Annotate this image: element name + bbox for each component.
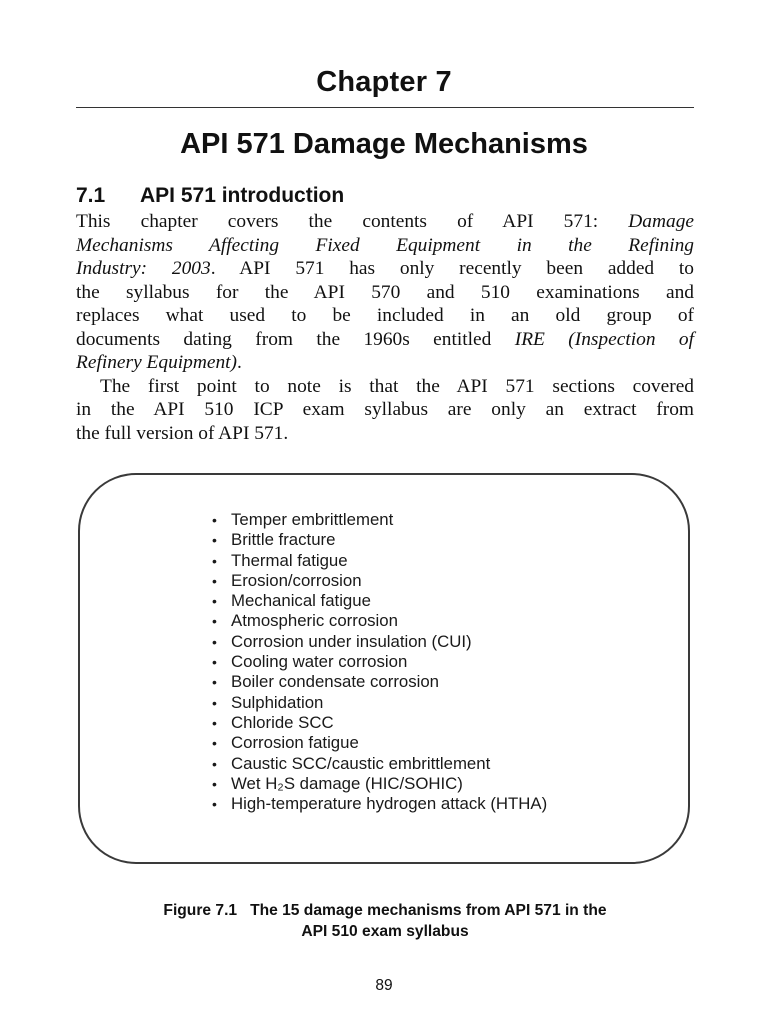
text-line: in the API 510 ICP exam syllabus are only an extract from [76, 399, 694, 420]
figure-caption-line-1: Figure 7.1 The 15 damage mechanisms from API 571 in the [163, 902, 607, 919]
bullet-icon: • [212, 755, 217, 772]
text-line: This chapter covers the contents of API 571: Damage [76, 211, 694, 232]
paragraph-2 [76, 375, 694, 446]
damage-mechanism-label: Thermal fatigue [231, 550, 348, 570]
text-line: Industry: 2003. API 571 has only recently been added to [76, 258, 695, 279]
text-line: the syllabus for the API 570 and 510 examinations and [76, 281, 694, 303]
bullet-icon: • [212, 613, 217, 630]
damage-mechanism-item [212, 733, 547, 753]
text-line: the full version of API 571. [76, 422, 289, 444]
damage-mechanism-label: Corrosion fatigue [231, 733, 359, 753]
chapter-label: Chapter 7 [316, 66, 452, 98]
bullet-icon: • [212, 714, 217, 731]
damage-mechanism-item [212, 652, 547, 672]
damage-mechanism-item [212, 794, 547, 814]
figure-caption-line-2: API 510 exam syllabus [301, 923, 469, 940]
body-text [76, 210, 694, 445]
section-title: API 571 introduction [140, 184, 345, 207]
damage-mechanism-label: Mechanical fatigue [231, 591, 371, 611]
bullet-icon: • [212, 532, 217, 549]
text-line: documents dating from the 1960s entitled IRE (Inspection of [76, 328, 694, 350]
damage-mechanism-list [212, 510, 547, 814]
damage-mechanism-label: Erosion/corrosion [231, 570, 362, 590]
figure-caption [76, 900, 694, 942]
bullet-icon: • [212, 775, 217, 792]
bullet-icon: • [212, 633, 217, 650]
damage-mechanism-item [212, 713, 547, 733]
bullet-icon: • [212, 674, 217, 691]
bullet-icon: • [212, 572, 217, 589]
damage-mechanism-item [212, 571, 547, 591]
damage-mechanism-item [212, 611, 547, 631]
damage-mechanism-item [212, 754, 547, 774]
bullet-icon: • [212, 796, 217, 813]
page-number: 89 [375, 977, 393, 994]
damage-mechanism-label: Caustic SCC/caustic embrittlement [231, 753, 491, 773]
damage-mechanism-item [212, 672, 547, 692]
damage-mechanism-item [212, 510, 547, 530]
damage-mechanism-label: Chloride SCC [231, 712, 334, 732]
damage-mechanism-item [212, 551, 547, 571]
chapter-title: API 571 Damage Mechanisms [180, 128, 588, 160]
damage-mechanism-label: Boiler condensate corrosion [231, 672, 440, 692]
damage-mechanism-item [212, 591, 547, 611]
damage-mechanism-label: Corrosion under insulation (CUI) [231, 631, 472, 651]
text-line: replaces what used to be included in an old group of [76, 305, 694, 326]
damage-mechanism-item [212, 530, 547, 550]
damage-mechanism-label: Cooling water corrosion [231, 652, 408, 672]
text-line: The first point to note is that the API 571 sections covered [100, 375, 694, 397]
damage-mechanism-item [212, 693, 547, 713]
damage-mechanism-item [212, 632, 547, 652]
text-line: Mechanisms Affecting Fixed Equipment in the Refining [76, 234, 694, 256]
damage-mechanism-label: Sulphidation [231, 692, 324, 712]
damage-mechanism-label: Temper embrittlement [231, 510, 394, 529]
text-line: Refinery Equipment). [76, 352, 242, 373]
bullet-icon: • [212, 694, 217, 711]
bullet-icon: • [212, 552, 217, 569]
section-heading [76, 184, 344, 208]
bullet-icon: • [212, 654, 217, 671]
damage-mechanism-label: Atmospheric corrosion [231, 611, 398, 631]
damage-mechanism-item [212, 774, 547, 794]
damage-mechanism-label: Brittle fracture [231, 530, 336, 550]
bullet-icon: • [212, 593, 217, 610]
section-number: 7.1 [76, 184, 106, 207]
bullet-icon: • [212, 512, 217, 528]
paragraph-1 [76, 210, 694, 375]
damage-mechanism-label: High-temperature hydrogen attack (HTHA) [231, 794, 548, 814]
damage-mechanism-label: Wet H₂S damage (HIC/SOHIC) [231, 773, 463, 793]
bullet-icon: • [212, 735, 217, 752]
chapter-divider [76, 107, 694, 108]
